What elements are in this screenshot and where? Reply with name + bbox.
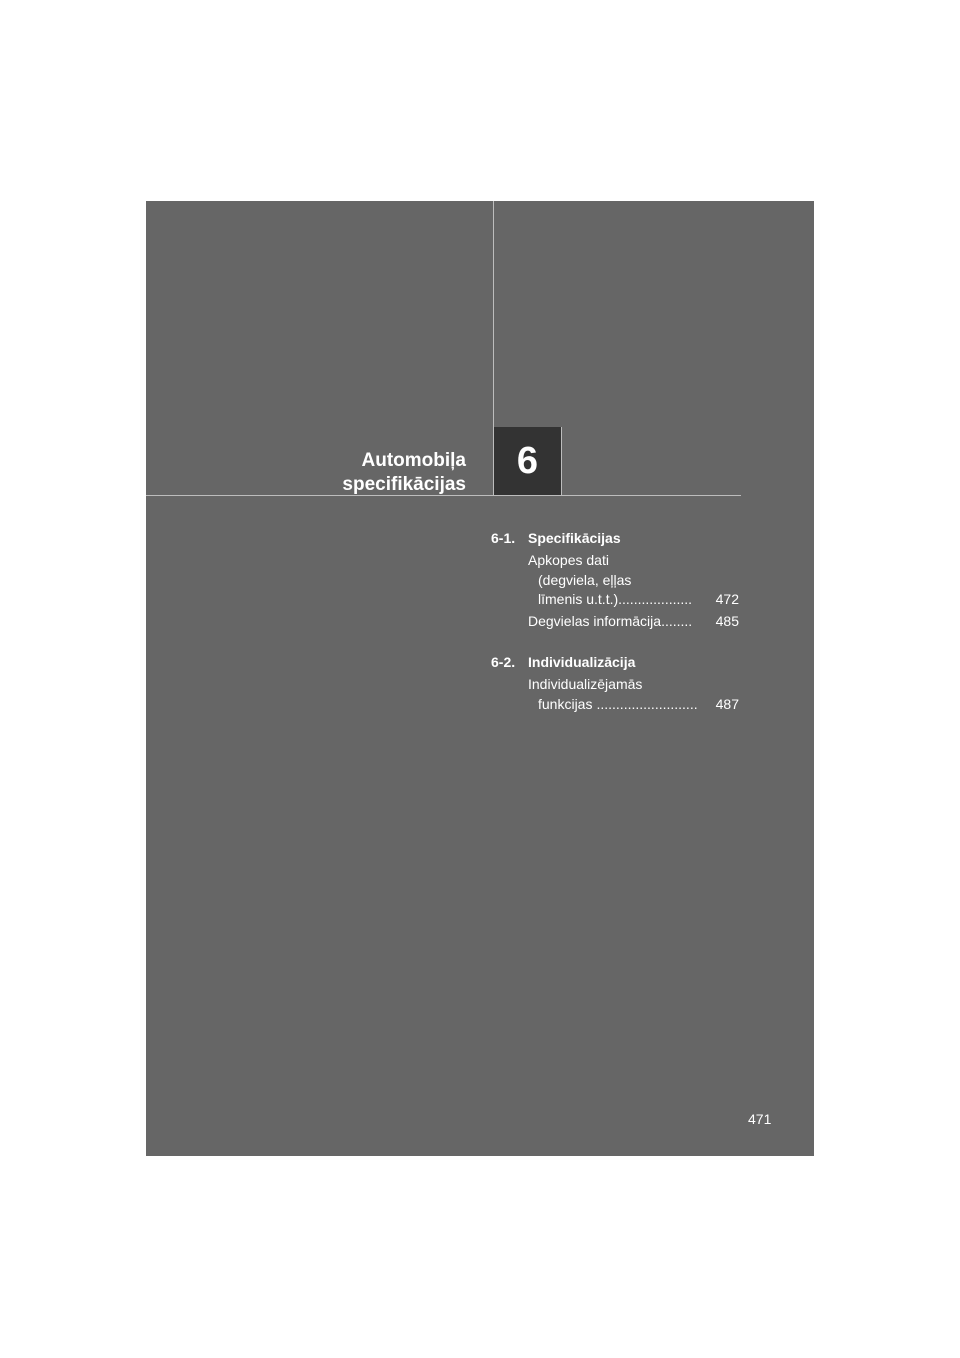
vertical-divider bbox=[493, 201, 494, 427]
toc-entry-fuel-info[interactable] bbox=[528, 612, 739, 630]
chapter-number: 6 bbox=[516, 439, 539, 482]
toc-page-number: 487 bbox=[715, 696, 739, 712]
toc-entry-customization[interactable] bbox=[538, 695, 739, 713]
toc-entry-line[interactable]: (degviela, eļļas bbox=[538, 572, 632, 588]
chapter-number-box bbox=[493, 427, 562, 495]
section-number-6-2: 6-2. bbox=[491, 654, 516, 670]
toc-entry-line[interactable]: Apkopes dati bbox=[528, 552, 609, 568]
toc-page-number: 485 bbox=[715, 613, 739, 629]
toc-entry-line: līmenis u.t.t.) bbox=[538, 591, 619, 607]
chapter-title bbox=[342, 449, 466, 497]
toc-page-number: 472 bbox=[715, 591, 739, 607]
dot-leader: ........ bbox=[661, 613, 693, 629]
chapter-title-line1: Automobiļa bbox=[361, 450, 466, 471]
chapter-panel bbox=[146, 201, 814, 1156]
dot-leader: ................... bbox=[618, 591, 693, 607]
section-title-6-2: Individualizācija bbox=[528, 654, 636, 670]
toc-entry-maintenance-data[interactable] bbox=[538, 590, 739, 608]
toc-entry-line: Degvielas informācija bbox=[528, 613, 662, 629]
toc-entry-line[interactable]: Individualizējamās bbox=[528, 676, 643, 692]
section-title-6-1: Specifikācijas bbox=[528, 530, 621, 546]
page-number: 471 bbox=[748, 1111, 772, 1127]
section-number-6-1: 6-1. bbox=[491, 530, 516, 546]
dot-leader: .......................... bbox=[596, 696, 698, 712]
chapter-title-line2: specifikācijas bbox=[342, 474, 466, 495]
toc-entry-line: funkcijas bbox=[538, 696, 593, 712]
